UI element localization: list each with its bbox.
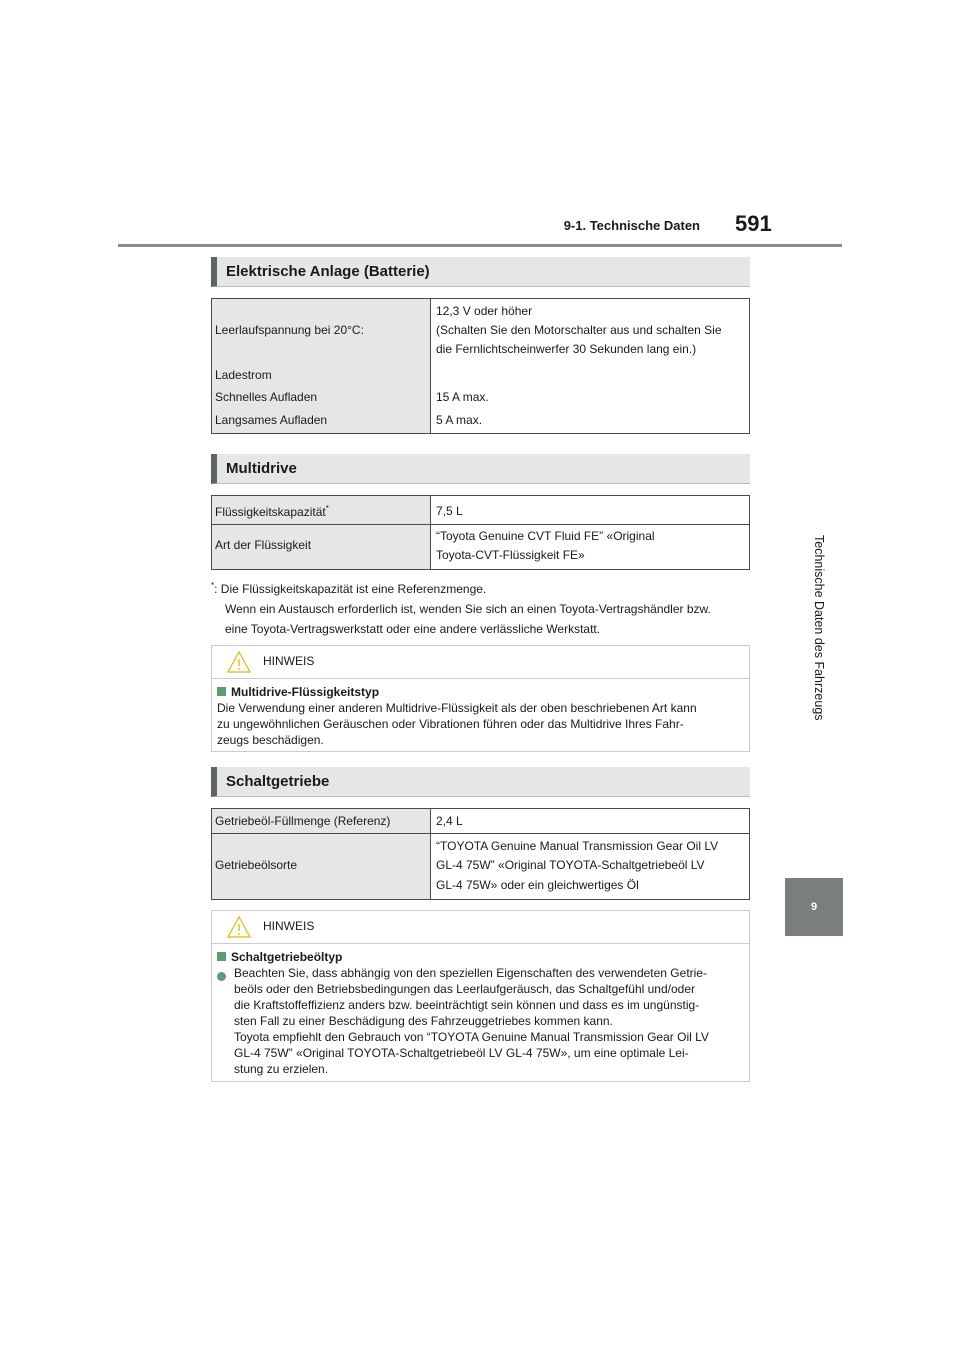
- charge-label: Ladestrom: [215, 368, 272, 382]
- oil-quantity-value: 2,4 L: [436, 814, 463, 828]
- capacity-label: [215, 504, 329, 519]
- capacity-value: 7,5 L: [436, 504, 463, 518]
- notice-label: HINWEIS: [263, 654, 315, 668]
- battery-table: [211, 298, 750, 434]
- notice-text: sten Fall zu einer Beschädigung des Fahrzeuggetriebes kommen kann.: [234, 1014, 613, 1028]
- square-bullet-icon: [217, 687, 226, 696]
- multidrive-title-text: Multidrive: [226, 460, 297, 477]
- oil-type-label: Getriebeölsorte: [215, 858, 298, 872]
- row-divider: [212, 524, 749, 525]
- fast-charge-value: 15 A max.: [436, 390, 489, 404]
- notice-text: Die Verwendung einer anderen Multidrive-Flüssigkeit als der oben beschriebenen Art kann: [217, 701, 697, 715]
- oil-type-value: “TOYOTA Genuine Manual Transmission Gear Oil LV: [436, 839, 719, 853]
- square-bullet-icon: [217, 952, 226, 961]
- multidrive-section-title: [211, 454, 750, 484]
- oil-type-value: GL-4 75W” «Original TOYOTA-Schaltgetriebeöl LV: [436, 858, 705, 872]
- idle-voltage-note: die Fernlichtscheinwerfer 30 Sekunden lang ein.): [436, 342, 697, 356]
- fast-charge-label: Schnelles Aufladen: [215, 390, 318, 404]
- page-number: 591: [735, 211, 772, 236]
- notice-text: die Kraftstoffeffizienz anders bzw. beeinträchtigt sein können und dass es im ungünstig-: [234, 998, 700, 1012]
- multidrive-table: [211, 495, 750, 570]
- section-title: 9-1. Technische Daten: [563, 218, 700, 233]
- notice-text: stung zu erzielen.: [234, 1062, 329, 1076]
- fluid-type-value: “Toyota Genuine CVT Fluid FE” «Original: [436, 529, 655, 543]
- notice-label: HINWEIS: [263, 919, 315, 933]
- notice-header: [212, 911, 749, 944]
- slow-charge-value: 5 A max.: [436, 413, 483, 427]
- notice-text: Toyota empfiehlt den Gebrauch von “TOYOTA Genuine Manual Transmission Gear Oil LV: [234, 1030, 709, 1044]
- idle-voltage-note: (Schalten Sie den Motorschalter aus und schalten Sie: [436, 323, 722, 337]
- notice-text: beöls oder den Betriebsbedingungen das Leerlaufgeräusch, das Schaltgefühl und/oder: [234, 982, 696, 996]
- oil-type-value: GL-4 75W» oder ein gleichwertiges Öl: [436, 878, 639, 892]
- fluid-type-label: Art der Flüssigkeit: [215, 538, 312, 552]
- battery-section-title: [211, 257, 750, 287]
- slow-charge-label: Langsames Aufladen: [215, 413, 328, 427]
- notice-body: [212, 679, 749, 756]
- battery-title-text: Elektrische Anlage (Batterie): [226, 263, 430, 280]
- gearbox-title-text: Schaltgetriebe: [226, 773, 330, 790]
- warning-icon: [226, 915, 252, 939]
- chapter-title: Technische Daten des Fahrzeugs: [812, 535, 826, 721]
- footnote-line: : Die Flüssigkeitskapazität ist eine Referenzmenge.: [214, 582, 487, 596]
- footnote-line: eine Toyota-Vertragswerkstatt oder eine andere verlässliche Werkstatt.: [225, 622, 601, 636]
- footnote-mark: *: [325, 504, 329, 513]
- notice-header: [212, 646, 749, 679]
- chapter-number: 9: [810, 901, 818, 913]
- notice-box-multidrive: [211, 645, 750, 752]
- notice-heading: Schaltgetriebeöltyp: [231, 950, 343, 964]
- bullet-item: [217, 965, 744, 1077]
- idle-voltage-label: Leerlaufspannung bei 20°C:: [215, 323, 364, 337]
- notice-text: GL-4 75W” «Original TOYOTA-Schaltgetriebeöl LV GL-4 75W», um eine optimale Lei-: [234, 1046, 689, 1060]
- capacity-label-text: Flüssigkeitskapazität: [215, 505, 326, 519]
- footnote-line: Wenn ein Austausch erforderlich ist, wenden Sie sich an einen Toyota-Vertragshändler bzw.: [225, 602, 711, 616]
- header-divider: [118, 244, 842, 247]
- notice-box-gearbox: [211, 910, 750, 1082]
- notice-text: zu ungewöhnlichen Geräuschen oder Vibrationen führen oder das Multidrive Ihres Fahr-: [217, 717, 684, 731]
- notice-text: Beachten Sie, dass abhängig von den speziellen Eigenschaften des verwendeten Getrie-: [234, 966, 707, 980]
- gearbox-section-title: [211, 767, 750, 797]
- footnote: [211, 576, 711, 639]
- notice-body: [212, 944, 749, 1085]
- round-bullet-icon: [217, 972, 226, 981]
- oil-quantity-label: Getriebeöl-Füllmenge (Referenz): [215, 814, 391, 828]
- notice-text: zeugs beschädigen.: [217, 733, 324, 747]
- footnote-mark: *: [211, 581, 215, 590]
- row-divider: [212, 833, 749, 834]
- idle-voltage-value: 12,3 V oder höher: [436, 304, 533, 318]
- notice-heading: Multidrive-Flüssigkeitstyp: [231, 685, 380, 699]
- chapter-tab[interactable]: [785, 878, 843, 936]
- fluid-type-value: Toyota-CVT-Flüssigkeit FE»: [436, 548, 585, 562]
- gearbox-table: [211, 808, 750, 900]
- warning-icon: [226, 650, 252, 674]
